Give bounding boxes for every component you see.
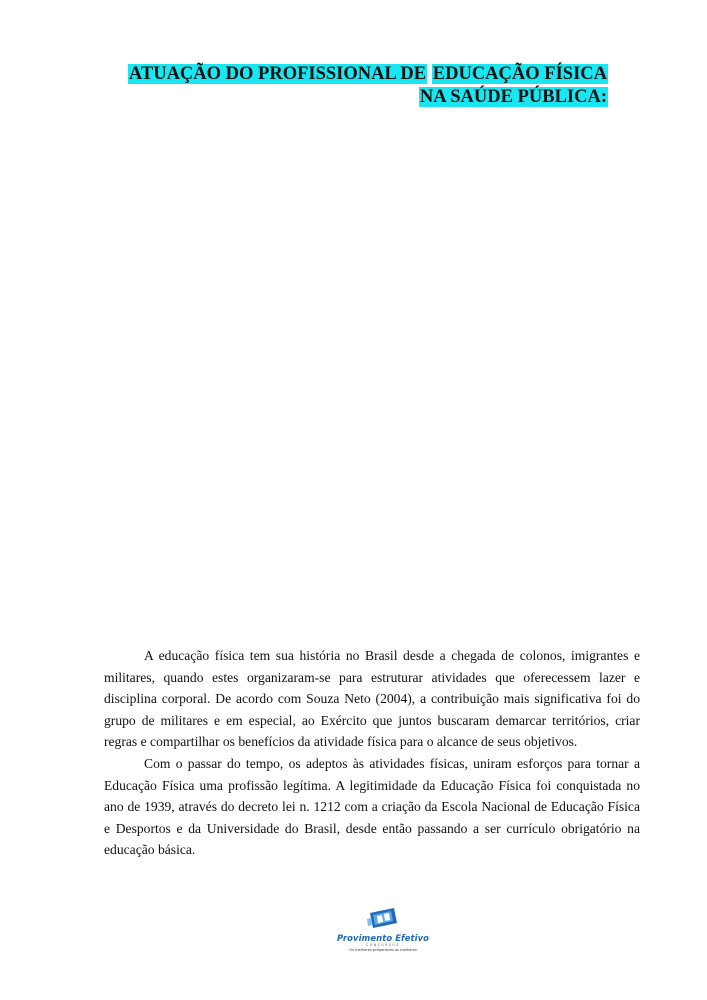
body-text xyxy=(104,645,640,861)
paragraph-2: Com o passar do tempo, os adeptos às atividades físicas, uniram esforços para tornar a Educação Física uma profissão legítima. A legitimidade da Educação Física foi conquistada no ano de 1939, através do decreto lei n. 1212 com a criação da Escola Nacional de Educação Física e Desportos e da Universidade do Brasil, desde então passando a ser currículo obrigatório na educação básica. xyxy=(104,755,640,858)
title-line-2 xyxy=(118,86,608,109)
document-title xyxy=(118,63,608,109)
title-highlight-2: EDUCAÇÃO FÍSICA xyxy=(432,64,607,84)
provimento-efetivo-logo xyxy=(330,905,436,952)
paragraph-1: A educação física tem sua história no Brasil desde a chegada de colonos, imigrantes e militares, quando estes organizaram-se para estruturar atividades que oferecessem lazer e disciplina corporal. De acordo com Souza Neto (2004), a contribuição mais significativa foi do grupo de militares e em especial, ao Exército que juntos buscaram demarcar territórios, criar regras e compartilhar os benefícios da atividade física para o alcance de seus objetivos. xyxy=(104,648,640,750)
logo-name: Provimento Efetivo xyxy=(336,933,430,943)
logo-subtitle: CONCURSOS xyxy=(366,943,400,947)
title-highlight-3: NA SAÚDE PÚBLICA: xyxy=(419,87,607,107)
logo-mark-icon xyxy=(364,905,402,931)
logo-tagline: Os melhores preparando os melhores xyxy=(349,948,417,952)
title-highlight-1: ATUAÇÃO DO PROFISSIONAL DE xyxy=(128,64,427,84)
title-line-1 xyxy=(118,63,608,86)
